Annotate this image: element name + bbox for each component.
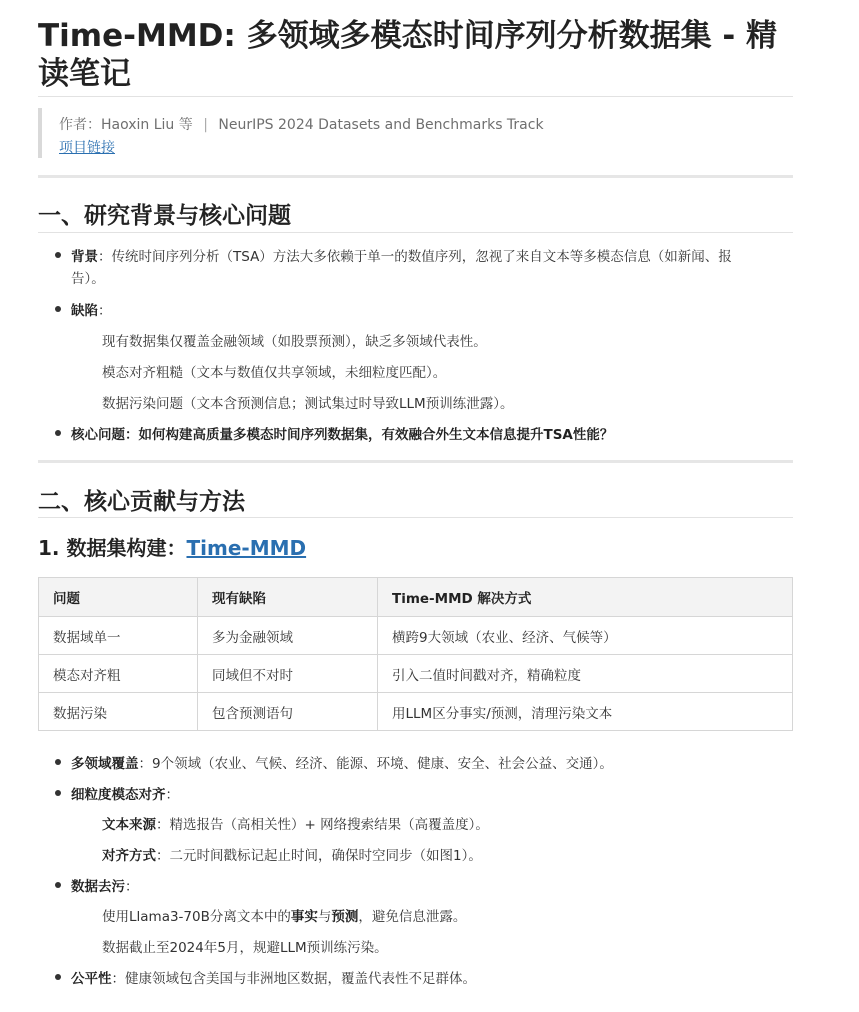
decont-text: 使用Llama3-70B分离文本中的 (102, 909, 291, 925)
multi-domain-label: 多领域覆盖 (71, 756, 139, 772)
core-text: ：如何构建高质量多模态时间序列数据集，有效融合外生文本信息提升TSA性能？ (125, 427, 614, 443)
bullet (55, 882, 61, 888)
decont-text: 与 (317, 909, 332, 925)
multi-domain-text: ：9个领域（农业、气候、经济、能源、环境、健康、安全、社会公益、交通）。 (138, 756, 613, 772)
core-label: 核心问题 (71, 427, 125, 443)
defect-item: 现有数据集仅覆盖金融领域（如股票预测），缺乏多领域代表性。 (102, 334, 487, 350)
table-cell: 用LLM区分事实/预测，清理污染文本 (378, 693, 793, 731)
table-row (39, 617, 793, 655)
blockquote-bar (38, 108, 42, 158)
background-item (71, 245, 732, 265)
decontamination-colon: ： (125, 879, 139, 895)
table-row (39, 693, 793, 731)
section-2-heading: 二、核心贡献与方法 (38, 489, 245, 515)
decontamination-label: 数据去污 (71, 879, 125, 895)
table-cell: 多为金融领域 (198, 617, 378, 655)
decontamination-detail-1 (102, 905, 466, 925)
table-cell: 引入二值时间戳对齐，精确粒度 (378, 655, 793, 693)
bullet (55, 974, 61, 980)
author-name: Haoxin Liu 等 (101, 117, 193, 133)
bullet (55, 252, 61, 258)
background-label: 背景 (71, 249, 98, 265)
table-row (39, 655, 793, 693)
section-divider (38, 175, 793, 178)
table-cell: 数据域单一 (39, 617, 198, 655)
text-source-item (102, 813, 489, 833)
subsection-1-heading (38, 532, 306, 561)
text-source-text: ：精选报告（高相关性）+ 网络搜索结果（高覆盖度）。 (156, 817, 489, 833)
table-header-cell: Time-MMD 解决方式 (378, 578, 793, 617)
table-cell: 数据污染 (39, 693, 198, 731)
section-1-underline (38, 232, 793, 233)
alignment-colon: ： (165, 787, 179, 803)
comparison-table (38, 577, 793, 731)
background-text: ：传统时间序列分析（TSA）方法大多依赖于单一的数值序列，忽视了来自文本等多模态信息（如新闻、报 (98, 249, 732, 265)
background-text-continued: 告）。 (71, 271, 105, 287)
project-link[interactable]: 项目链接 (59, 140, 115, 156)
page-title-line-1: Time-MMD: 多领域多模态时间序列分析数据集 - 精 (38, 18, 778, 54)
alignment-label: 细粒度模态对齐 (71, 787, 166, 803)
section-divider (38, 460, 793, 463)
text-source-label: 文本来源 (102, 817, 156, 833)
align-method-label: 对齐方式 (102, 848, 156, 864)
subsection-1-prefix: 1. 数据集构建： (38, 536, 187, 560)
table-cell: 包含预测语句 (198, 693, 378, 731)
fairness-item (71, 967, 476, 987)
align-method-text: ：二元时间戳标记起止时间，确保时空同步（如图1）。 (156, 848, 482, 864)
defects-colon: ： (98, 303, 112, 319)
fact-label: 事实 (290, 909, 318, 925)
table-header-cell: 问题 (39, 578, 198, 617)
defect-item: 模态对齐粗糙（文本与数值仅共享领域，未细粒度匹配）。 (102, 365, 447, 381)
fairness-label: 公平性 (71, 971, 112, 987)
meta-separator: | (203, 117, 208, 133)
table-header-cell: 现有缺陷 (198, 578, 378, 617)
time-mmd-link[interactable]: Time-MMD (186, 536, 307, 560)
bullet (55, 790, 61, 796)
table-cell: 模态对齐粗 (39, 655, 198, 693)
defect-item: 数据污染问题（文本含预测信息；测试集过时导致LLM预训练泄露）。 (102, 396, 514, 412)
alignment-item (71, 783, 179, 803)
page-title-line-2: 读笔记 (38, 56, 131, 92)
venue: NeurIPS 2024 Datasets and Benchmarks Track (218, 117, 544, 133)
bullet (55, 430, 61, 436)
fairness-text: ：健康领域包含美国与非洲地区数据，覆盖代表性不足群体。 (111, 971, 476, 987)
title-underline (38, 96, 793, 97)
multi-domain-item (71, 752, 613, 772)
bullet (55, 306, 61, 312)
align-method-item (102, 844, 482, 864)
decontamination-item (71, 875, 139, 895)
table-header-row (39, 578, 793, 617)
table-cell: 同域但不对时 (198, 655, 378, 693)
section-2-underline (38, 517, 793, 518)
bullet (55, 759, 61, 765)
author-prefix: 作者： (59, 117, 101, 133)
decontamination-detail-2: 数据截止至2024年5月，规避LLM预训练污染。 (102, 940, 388, 956)
defects-item (71, 299, 112, 319)
section-1-heading: 一、研究背景与核心问题 (38, 203, 291, 229)
core-question-item (71, 423, 613, 443)
author-line (59, 114, 544, 134)
defects-label: 缺陷 (71, 303, 98, 319)
decont-text: ，避免信息泄露。 (358, 909, 467, 925)
prediction-label: 预测 (331, 909, 359, 925)
table-cell: 横跨9大领域（农业、经济、气候等） (378, 617, 793, 655)
